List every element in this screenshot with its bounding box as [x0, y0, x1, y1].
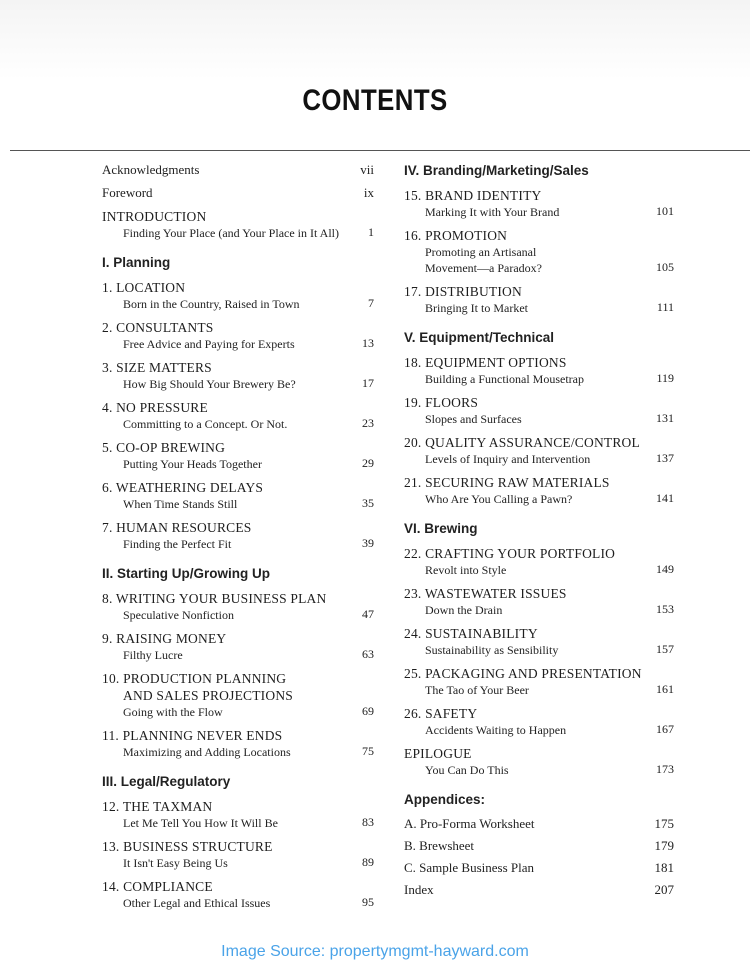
chapter-entry [404, 227, 674, 276]
page-number: 175 [654, 816, 674, 831]
section-heading: VI. Brewing [404, 521, 478, 536]
chapter-subtitle: Committing to a Concept. Or Not. [123, 417, 288, 431]
appendix-label: Index [404, 882, 434, 897]
appendix-item [404, 860, 674, 876]
chapter-subtitle: When Time Stands Still [123, 497, 238, 511]
chapter-subtitle: Sustainability as Sensibility [425, 643, 559, 657]
chapter-entry [102, 590, 374, 623]
chapter-subtitle: Filthy Lucre [123, 648, 183, 662]
chapter-title: WASTEWATER ISSUES [424, 586, 567, 601]
page-number: 149 [656, 562, 674, 576]
chapter-subtitle: Revolt into Style [425, 563, 507, 577]
chapter-subtitle: You Can Do This [425, 763, 509, 777]
front-matter-item [102, 162, 374, 178]
chapter-heading [404, 227, 674, 244]
chapter-subtitle: Who Are You Calling a Pawn? [425, 492, 573, 506]
chapter-number: 16. [404, 228, 422, 243]
appendix-label: B. Brewsheet [404, 838, 475, 853]
page-number: 13 [362, 336, 374, 350]
chapter-heading [404, 187, 674, 204]
page-number: 141 [656, 491, 674, 505]
chapter-number: 9. [102, 631, 113, 646]
chapter-subtitle: The Tao of Your Beer [425, 683, 529, 697]
chapter-heading [102, 399, 374, 416]
page-number: 63 [362, 647, 374, 661]
title-rule [10, 150, 750, 151]
chapter-title: PACKAGING AND PRESENTATION [425, 666, 642, 681]
chapter-subtitle: Bringing It to Market [425, 301, 528, 315]
chapter-title: SECURING RAW MATERIALS [425, 475, 610, 490]
chapter-entry [102, 878, 374, 911]
page-number: 173 [656, 762, 674, 776]
chapter-title: CO-OP BREWING [116, 440, 226, 455]
chapter-number: 6. [102, 480, 113, 495]
chapter-heading [404, 625, 674, 642]
chapter-subtitle: Putting Your Heads Together [123, 457, 262, 471]
chapter-heading [404, 585, 674, 602]
chapter-heading [102, 319, 374, 336]
chapter-number: 21. [404, 475, 422, 490]
chapter-number: 18. [404, 355, 422, 370]
chapter-heading [102, 878, 374, 895]
page-number: 17 [362, 376, 374, 390]
chapter-entry [404, 625, 674, 658]
chapter-number: 26. [404, 706, 422, 721]
chapter-heading [102, 798, 374, 815]
left-column [102, 162, 374, 918]
chapter-entry [404, 474, 674, 507]
chapter-subtitle: Free Advice and Paying for Experts [123, 337, 295, 351]
appendix-item [404, 882, 674, 898]
chapter-title: PROMOTION [425, 228, 508, 243]
chapter-entry [404, 187, 674, 220]
chapter-number: 17. [404, 284, 422, 299]
page-number: ix [363, 185, 374, 200]
chapter-number: 8. [102, 591, 113, 606]
chapter-title: CRAFTING YOUR PORTFOLIO [425, 546, 616, 561]
chapter-heading [102, 279, 374, 296]
chapter-subtitle: Going with the Flow [123, 705, 223, 719]
chapter-entry [404, 665, 674, 698]
chapter-title: SUSTAINABILITY [425, 626, 538, 641]
chapter-heading [404, 394, 674, 411]
chapter-subtitle-line2: Movement—a Paradox? [425, 261, 542, 275]
page-number: 181 [654, 860, 674, 875]
front-matter-item [102, 185, 374, 201]
chapter-subtitle: Maximizing and Adding Locations [123, 745, 291, 759]
chapter-title: WEATHERING DELAYS [115, 480, 264, 495]
page-number: 35 [362, 496, 374, 510]
chapter-subtitle: Finding the Perfect Fit [123, 537, 232, 551]
appendices-heading: Appendices: [404, 792, 486, 807]
chapter-entry [404, 545, 674, 578]
chapter-number: 13. [102, 839, 120, 854]
chapter-subtitle: Other Legal and Ethical Issues [123, 896, 271, 910]
chapter-heading [102, 630, 374, 647]
page-number: 95 [362, 895, 374, 909]
chapter-number: 24. [404, 626, 422, 641]
chapter-title: SIZE MATTERS [116, 360, 212, 375]
chapter-title: SAFETY [425, 706, 478, 721]
chapter-title: EQUIPMENT OPTIONS [425, 355, 567, 370]
chapter-heading [404, 354, 674, 371]
chapter-entry [102, 399, 374, 432]
chapter-title: RAISING MONEY [116, 631, 227, 646]
chapter-subtitle: Let Me Tell You How It Will Be [123, 816, 278, 830]
chapter-title: PLANNING NEVER ENDS [122, 728, 283, 743]
page-number: 7 [368, 296, 374, 310]
chapter-entry [102, 838, 374, 871]
appendix-label: A. Pro-Forma Worksheet [404, 816, 535, 831]
chapter-entry [102, 519, 374, 552]
chapter-subtitle: Slopes and Surfaces [425, 412, 522, 426]
chapter-subtitle: Down the Drain [425, 603, 503, 617]
chapter-subtitle: Promoting an Artisanal [425, 245, 537, 259]
chapter-title: THE TAXMAN [122, 799, 213, 814]
chapter-number: 20. [404, 435, 422, 450]
chapter-entry [404, 585, 674, 618]
page-number: 39 [362, 536, 374, 550]
chapter-entry [102, 727, 374, 760]
chapter-title: DISTRIBUTION [425, 284, 522, 299]
chapter-number: 3. [102, 360, 113, 375]
image-source-caption: Image Source: propertymgmt-hayward.com [221, 943, 529, 960]
chapter-entry [404, 283, 674, 316]
page-title: CONTENTS [302, 84, 448, 117]
appendix-label: C. Sample Business Plan [404, 860, 535, 875]
chapter-number: 15. [404, 188, 422, 203]
chapter-heading [404, 705, 674, 722]
page-number: 47 [362, 607, 374, 621]
page-number: 167 [656, 722, 674, 736]
chapter-number: 14. [102, 879, 120, 894]
chapter-entry [404, 394, 674, 427]
chapter-subtitle: Marking It with Your Brand [425, 205, 560, 219]
section-heading: III. Legal/Regulatory [102, 774, 231, 789]
chapter-heading [102, 439, 374, 456]
chapter-entry [404, 705, 674, 738]
page-number: vii [360, 162, 374, 177]
chapter-number: 7. [102, 520, 113, 535]
chapter-entry [102, 798, 374, 831]
chapter-subtitle: Finding Your Place (and Your Place in It All) [123, 226, 339, 240]
chapter-heading [102, 727, 374, 744]
chapter-entry [102, 359, 374, 392]
right-column [404, 162, 674, 904]
page-number: 119 [656, 371, 674, 385]
chapter-number: 4. [102, 400, 113, 415]
chapter-title: INTRODUCTION [102, 209, 207, 224]
chapter-title: PRODUCTION PLANNING [123, 671, 287, 686]
chapter-number: 11. [102, 728, 119, 743]
chapter-heading [102, 479, 374, 496]
chapter-entry [102, 279, 374, 312]
chapter-heading [404, 434, 674, 451]
chapter-title: HUMAN RESOURCES [116, 520, 252, 535]
chapter-subtitle: It Isn't Easy Being Us [123, 856, 228, 870]
chapter-number: 23. [404, 586, 422, 601]
chapter-title: BUSINESS STRUCTURE [123, 839, 273, 854]
chapter-number: 5. [102, 440, 113, 455]
page-number: 1 [368, 225, 374, 239]
page-number: 69 [362, 704, 374, 718]
chapter-subtitle: How Big Should Your Brewery Be? [123, 377, 296, 391]
chapter-title-line2: AND SALES PROJECTIONS [123, 688, 293, 703]
chapter-subtitle: Accidents Waiting to Happen [425, 723, 567, 737]
chapter-heading [404, 474, 674, 491]
page-number: 137 [656, 451, 674, 465]
chapter-title: WRITING YOUR BUSINESS PLAN [115, 591, 327, 606]
chapter-title: EPILOGUE [404, 746, 472, 761]
chapter-heading [102, 359, 374, 376]
chapter-title: QUALITY ASSURANCE/CONTROL [425, 435, 640, 450]
chapter-title: BRAND IDENTITY [425, 188, 542, 203]
page-number: 179 [654, 838, 674, 853]
chapter-heading [102, 519, 374, 536]
appendix-item [404, 838, 674, 854]
right-sections [404, 162, 674, 738]
chapter-entry [404, 434, 674, 467]
chapter-number: 2. [102, 320, 113, 335]
chapter-heading [102, 590, 374, 607]
front-matter-label: Acknowledgments [102, 162, 200, 177]
page-number: 89 [362, 855, 374, 869]
chapter-title: CONSULTANTS [116, 320, 214, 335]
page-number: 23 [362, 416, 374, 430]
chapter-title: FLOORS [425, 395, 479, 410]
chapter-heading [404, 545, 674, 562]
chapter-number: 10. [102, 671, 120, 686]
left-sections [102, 254, 374, 911]
chapter-title: COMPLIANCE [123, 879, 213, 894]
chapter-title: LOCATION [116, 280, 186, 295]
chapter-entry [404, 354, 674, 387]
section-heading: IV. Branding/Marketing/Sales [404, 163, 589, 178]
chapter-number: 12. [102, 799, 120, 814]
chapter-entry [102, 630, 374, 663]
chapter-number: 1. [102, 280, 113, 295]
chapter-number: 19. [404, 395, 422, 410]
page-number: 153 [656, 602, 674, 616]
chapter-number: 25. [404, 666, 422, 681]
page-number: 161 [656, 682, 674, 696]
appendix-list [404, 816, 674, 898]
section-heading: I. Planning [102, 255, 171, 270]
page-number: 83 [362, 815, 374, 829]
page-number: 207 [654, 882, 674, 897]
appendix-item [404, 816, 674, 832]
page-number: 75 [362, 744, 374, 758]
chapter-entry [102, 439, 374, 472]
chapter-entry [102, 670, 374, 720]
bleed-through-background [0, 0, 750, 80]
chapter-heading [404, 665, 674, 682]
chapter-subtitle: Building a Functional Mousetrap [425, 372, 584, 386]
page-number: 111 [656, 300, 674, 314]
epilogue-entry [404, 745, 674, 778]
introduction-entry [102, 208, 374, 241]
section-heading: II. Starting Up/Growing Up [102, 566, 270, 581]
chapter-title: NO PRESSURE [116, 400, 208, 415]
chapter-heading [404, 283, 674, 300]
chapter-entry [102, 479, 374, 512]
page-number: 29 [362, 456, 374, 470]
page-number: 131 [656, 411, 674, 425]
chapter-subtitle: Levels of Inquiry and Intervention [425, 452, 591, 466]
chapter-heading [102, 838, 374, 855]
front-matter-label: Foreword [102, 185, 153, 200]
chapter-subtitle: Speculative Nonfiction [123, 608, 234, 622]
chapter-subtitle: Born in the Country, Raised in Town [123, 297, 300, 311]
page-number: 105 [656, 260, 674, 274]
chapter-heading [102, 670, 374, 687]
page-number: 101 [656, 204, 674, 218]
section-heading: V. Equipment/Technical [404, 330, 555, 345]
chapter-number: 22. [404, 546, 422, 561]
page-number: 157 [656, 642, 674, 656]
chapter-entry [102, 319, 374, 352]
